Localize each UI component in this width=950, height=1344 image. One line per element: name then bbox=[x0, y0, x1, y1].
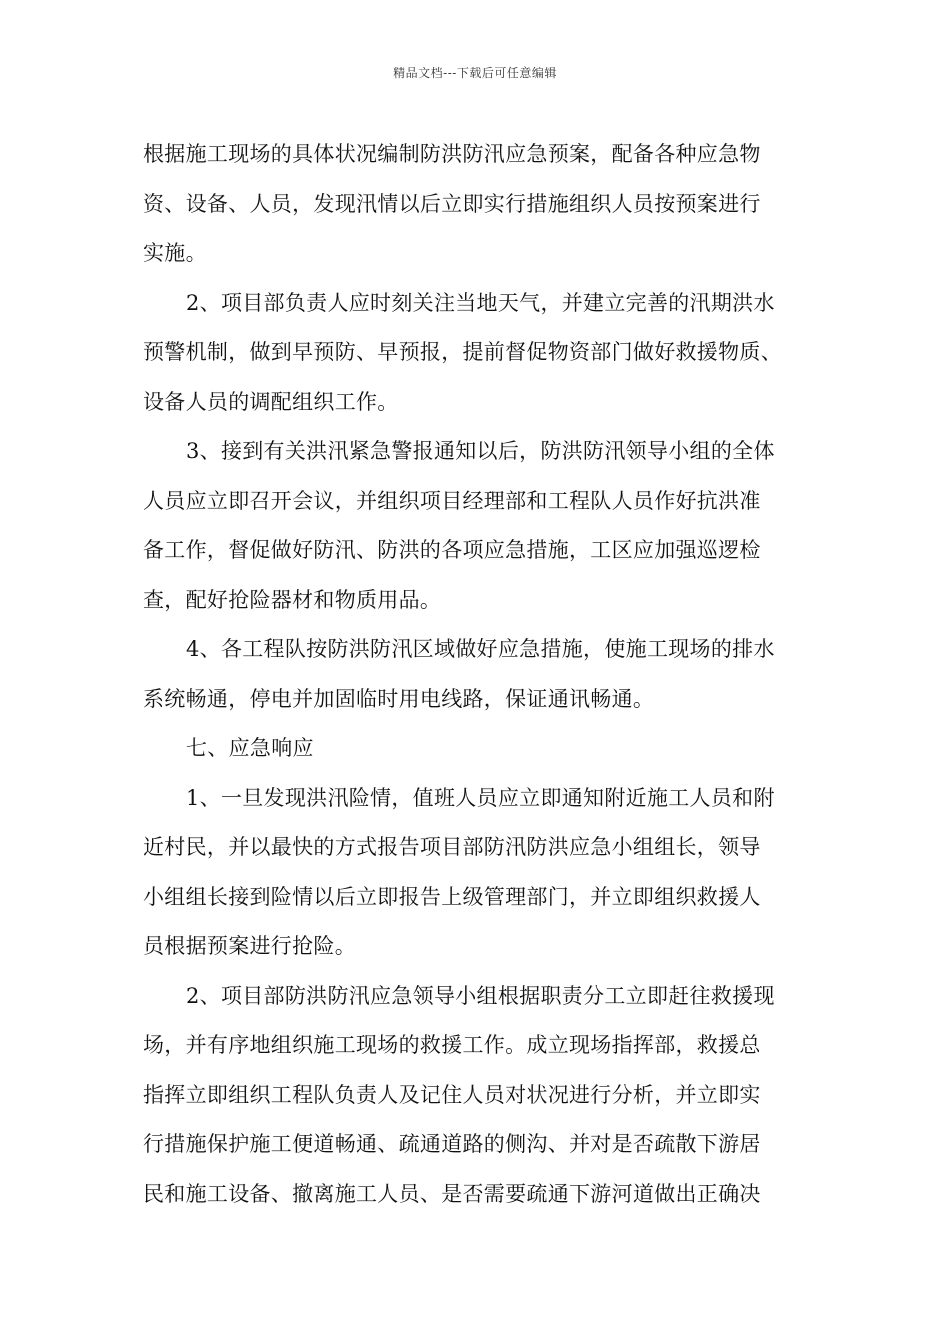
text-line: 行措施保护施工便道畅通、疏通道路的侧沟、并对是否疏散下游居 bbox=[143, 1132, 761, 1156]
text-line: 近村民，并以最快的方式报告项目部防汛防洪应急小组组长，领导 bbox=[143, 835, 761, 859]
text-line: 民和施工设备、撤离施工人员、是否需要疏通下游河道做出正确决 bbox=[143, 1181, 761, 1206]
text-line: 根据施工现场的具体状况编制防洪防汛应急预案，配备各种应急物 bbox=[143, 142, 761, 166]
text-line: 指挥立即组织工程队负责人及记住人员对状况进行分析，并立即实 bbox=[143, 1082, 761, 1107]
text-line: 查，配好抢险器材和物质用品。 bbox=[143, 587, 442, 612]
paragraph-first-line: 3、接到有关洪汛紧急警报通知以后，防洪防汛领导小组的全体 bbox=[186, 439, 775, 463]
page-header: 精品文档---下载后可任意编辑 bbox=[393, 66, 557, 80]
paragraph-first-line: 1、一旦发现洪汛险情，值班人员应立即通知附近施工人员和附 bbox=[186, 785, 775, 810]
text-line: 人员应立即召开会议，并组织项目经理部和工程队人员作好抗洪准 bbox=[143, 488, 761, 513]
section-heading: 七、应急响应 bbox=[186, 736, 314, 760]
text-line: 小组组长接到险情以后立即报告上级管理部门，并立即组织救援人 bbox=[143, 884, 761, 909]
paragraph-first-line: 2、项目部负责人应时刻关注当地天气，并建立完善的汛期洪水 bbox=[186, 290, 775, 315]
document-body bbox=[143, 130, 811, 1219]
paragraph-first-line: 4、各工程队按防洪防汛区域做好应急措施，使施工现场的排水 bbox=[186, 637, 775, 661]
text-line: 实施。 bbox=[143, 241, 207, 265]
text-line: 场，并有序地组织施工现场的救援工作。成立现场指挥部，救援总 bbox=[143, 1033, 761, 1057]
paragraph-first-line: 2、项目部防洪防汛应急领导小组根据职责分工立即赶往救援现 bbox=[186, 983, 775, 1008]
text-line: 资、设备、人员，发现汛情以后立即实行措施组织人员按预案进行 bbox=[143, 191, 761, 216]
text-line: 员根据预案进行抢险。 bbox=[143, 934, 356, 958]
text-line: 预警机制，做到早预防、早预报，提前督促物资部门做好救援物质、 bbox=[143, 340, 782, 364]
text-line: 系统畅通，停电并加固临时用电线路，保证通讯畅通。 bbox=[143, 686, 655, 711]
text-line: 设备人员的调配组织工作。 bbox=[143, 389, 399, 414]
text-line: 备工作，督促做好防汛、防洪的各项应急措施，工区应加强巡逻检 bbox=[143, 538, 761, 562]
